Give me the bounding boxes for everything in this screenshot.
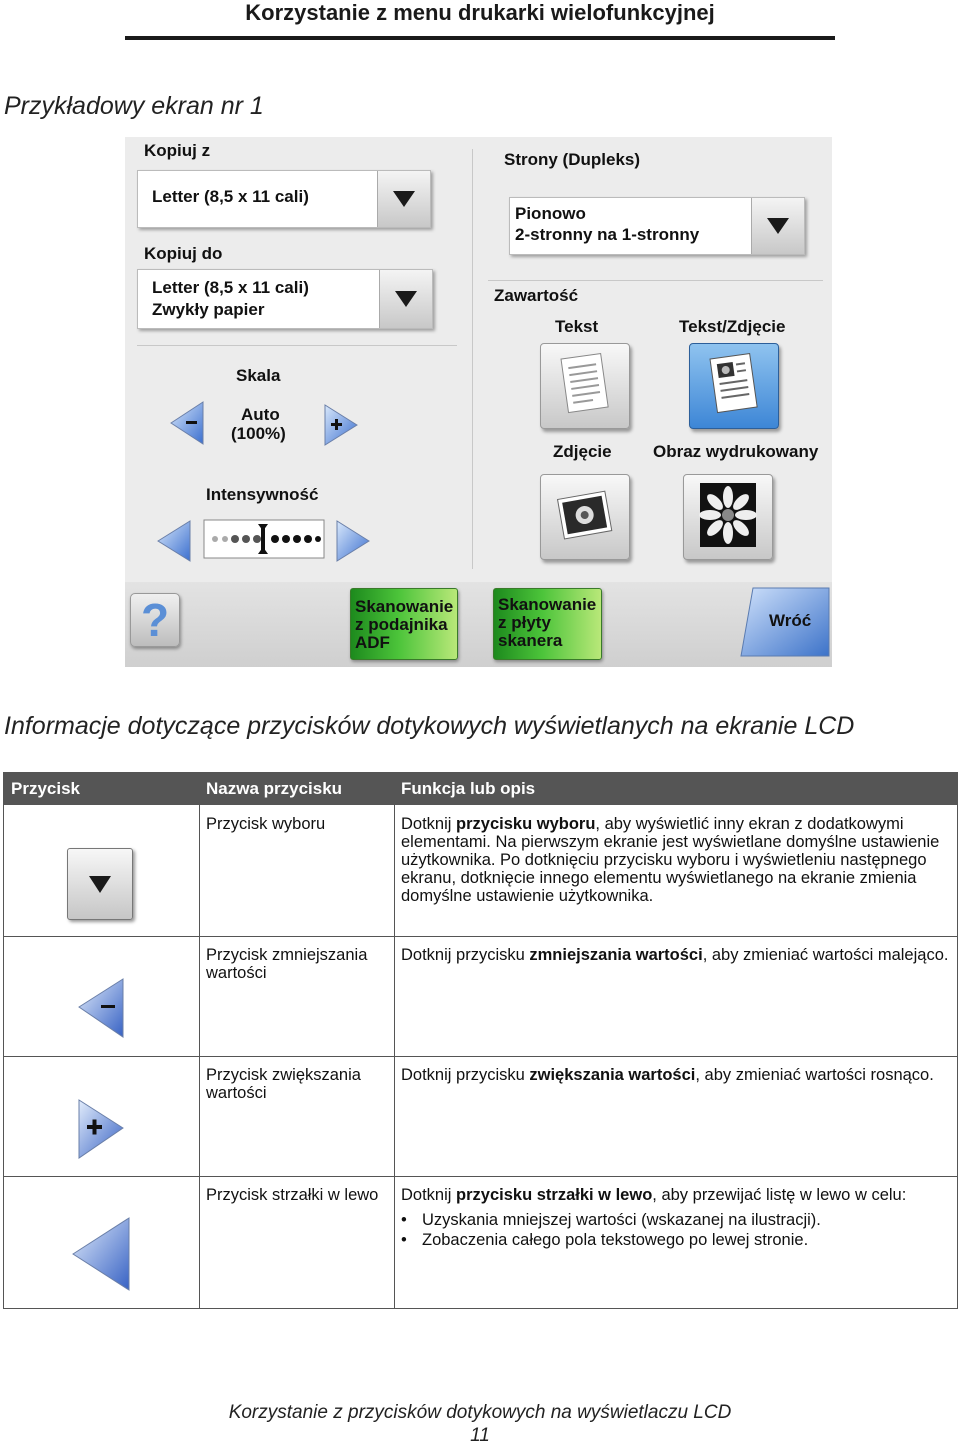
table-border [957,805,958,1309]
content-label: Zawartość [494,286,579,305]
header-description: Funkcja lub opis [401,779,536,798]
sides-select-button[interactable] [751,198,804,254]
example-title: Przykładowy ekran nr 1 [4,92,264,120]
row2-name: Przycisk zmniejszania wartości [206,946,368,982]
scan-flatbed-line3: skanera [498,631,563,650]
table-border [199,805,200,1309]
copy-from-label: Kopiuj z [144,141,211,160]
content-printed-image-button[interactable] [683,474,773,560]
scale-increase-button[interactable] [321,403,359,447]
darkness-label: Intensywność [206,485,319,504]
scan-flatbed-line2: z płyty [498,613,551,632]
row4-description: Dotknij przycisku strzałki w lewo, aby przewijać listę w lewo w celu: [401,1186,907,1204]
scan-flatbed-button[interactable] [493,588,602,660]
table-border [3,1176,958,1177]
running-header: Korzystanie z menu drukarki wielofunkcyjnej [245,0,715,25]
content-photo-button[interactable] [540,474,630,560]
copy-from-dropdown[interactable] [137,170,431,228]
content-printed-label: Obraz wydrukowany [653,442,819,461]
divider [137,345,457,346]
photo-icon [541,475,629,559]
content-text-label: Tekst [555,317,599,336]
document-text-icon [541,344,629,428]
table-border [394,805,395,1309]
chevron-down-icon [89,876,111,893]
scale-value-line2: (100%) [231,424,286,443]
buttons-table: Przycisk Nazwa przycisku Funkcja lub opis Przycisk wyboru Dotknij przycisku wyboru, aby wyświetlić inny ekran z dodatkowymi elementami. Na pierwszym ekranie jest wyświetlane domyślne ustawienie użytkownika. Po dotknięciu przycisku wyboru i wyświetleniu następnego ekranu, dotknięcie innego elementu wyświetlanego na ekranie zmienia domyślne ustawienie użytkownika. Przycisk zmniejszania wartości Dotknij przycisku zmniejszania wartości, aby zmieniać wartości malejąco. Przycisk zwiększania wartości Dotknij przycisku zwiększania wartości, aby zmieniać wartości rosnąco. Przycisk strzałki w lewo Dotknij przycisku strzałki w lewo, aby przewijać listę w lewo w celu: • Uzyskania mniejszej wartości (wskazanej na ilustracji). • Zobaczenia całego pola tekstowego po lewej stronie. [3,772,958,1309]
chevron-down-icon [395,291,417,307]
scan-adf-line1: Skanowanie [355,597,454,616]
header-name: Nazwa przycisku [206,779,343,798]
lcd-screen-illustration [125,137,832,667]
row1-name: Przycisk wyboru [206,815,326,833]
divider [488,280,823,281]
scan-flatbed-line1: Skanowanie [498,595,597,614]
footer-title: Korzystanie z przycisków dotykowych na wyświetlaczu LCD [228,1402,732,1423]
sides-label: Strony (Dupleks) [504,150,641,169]
info-title: Informacje dotyczące przycisków dotykowych wyświetlanych na ekranie LCD [4,712,855,740]
increase-button-icon [75,1098,127,1162]
darkness-slider[interactable] [203,519,325,559]
help-icon: ? [140,594,170,646]
table-border [3,805,4,1309]
copy-to-line2: Zwykły papier [152,300,265,319]
chevron-down-icon [393,191,415,207]
sides-line2: 2-stronny na 1-stronny [515,225,700,244]
scan-adf-line3: ADF [355,633,390,652]
sides-line1: Pionowo [515,204,586,223]
back-label: Wróć [769,611,812,630]
table-border [3,1308,958,1309]
darkness-right-arrow-button[interactable] [335,519,371,563]
bottom-bar [125,582,832,667]
left-arrow-button-icon [71,1216,133,1292]
copy-to-select-button[interactable] [379,270,432,328]
row1-description: Dotknij przycisku wyboru, aby wyświetlić inny ekran z dodatkowymi elementami. Na pierwszym ekranie jest wyświetlane domyślne ustawienie użytkownika. Po dotknięciu przycisku wyboru i wyświetleniu następnego ekranu, dotknięcie innego elementu wyświetlanego na ekranie zmienia domyślne ustawienie użytkownika. [401,815,940,905]
content-photo-label: Zdjęcie [553,442,612,461]
chevron-down-icon [767,218,789,234]
content-text-photo-label: Tekst/Zdjęcie [679,317,786,336]
table-border [3,936,958,937]
header-rule [125,36,835,40]
header-button: Przycisk [11,779,80,798]
row3-description: Dotknij przycisku zwiększania wartości, aby zmieniać wartości rosnąco. [401,1066,934,1084]
row3-name: Przycisk zwiększania wartości [206,1066,361,1102]
row2-description: Dotknij przycisku zmniejszania wartości, aby zmieniać wartości malejąco. [401,946,949,964]
scale-decrease-button[interactable] [169,400,209,446]
divider [472,149,473,569]
copy-to-dropdown[interactable] [137,269,433,329]
copy-from-value: Letter (8,5 x 11 cali) [152,187,309,206]
select-button-icon [67,848,133,920]
decrease-button-icon [77,977,129,1041]
printed-image-icon [684,475,772,559]
row4-name: Przycisk strzałki w lewo [206,1186,379,1204]
sides-dropdown[interactable] [509,197,805,255]
content-text-photo-button[interactable] [689,343,779,429]
help-button[interactable] [130,593,180,647]
table-header [3,772,958,805]
document-photo-icon [690,344,778,428]
page-number: 11 [470,1425,490,1446]
darkness-left-arrow-button[interactable] [156,519,192,563]
scale-label: Skala [236,366,281,385]
table-border [3,1056,958,1057]
copy-to-line1: Letter (8,5 x 11 cali) [152,278,309,297]
content-text-button[interactable] [540,343,630,429]
scan-adf-button[interactable] [350,588,458,660]
copy-from-select-button[interactable] [377,171,430,227]
scan-adf-line2: z podajnika [355,615,448,634]
scale-value-line1: Auto [241,405,280,424]
copy-to-label: Kopiuj do [144,244,223,263]
